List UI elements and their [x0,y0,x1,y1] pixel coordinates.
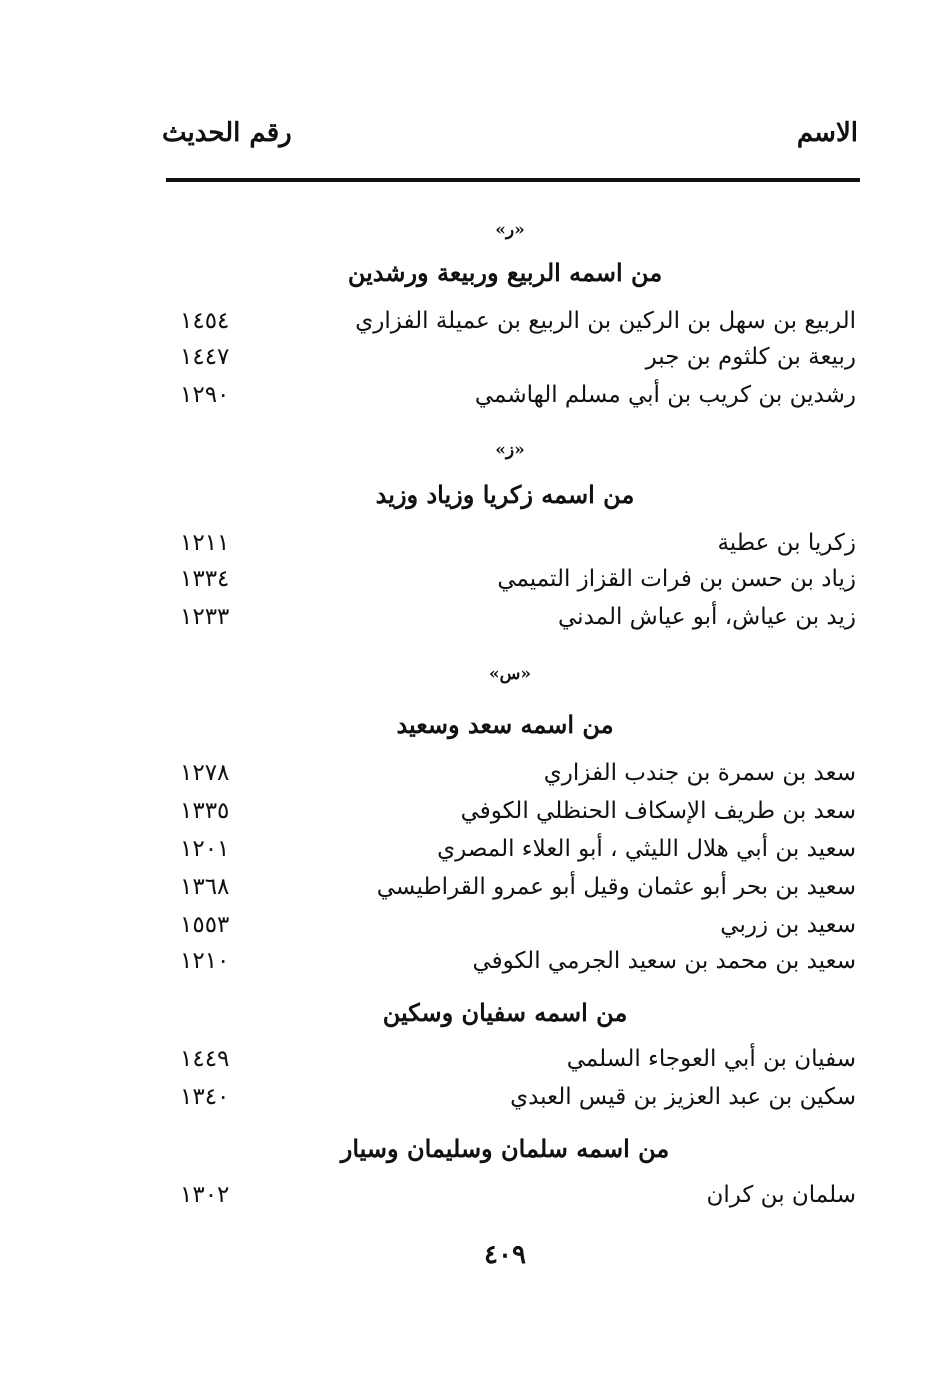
entry-name: سعد بن طريف الإسكاف الحنظلي الكوفي [460,798,856,824]
page-number: ٤٠٩ [484,1240,526,1270]
column-header-name: الاسم [796,118,858,148]
entry-number: ١٢٣٣ [180,604,230,630]
entry-number: ١٣٠٢ [180,1182,230,1208]
index-entry [0,344,938,380]
entry-number: ١٢٧٨ [180,760,230,786]
group-title: من اسمه سفيان وسكين [382,998,628,1027]
group-title: من اسمه سلمان وسليمان وسيار [340,1134,670,1163]
entry-number: ١٢١١ [180,530,230,556]
index-entry [0,836,938,872]
entry-name: ربيعة بن كلثوم بن جبر [645,344,856,370]
entry-name: زيد بن عياش، أبو عياش المدني [558,604,856,630]
entry-number: ١٢٩٠ [180,382,230,408]
index-entry [0,798,938,834]
section-letter-ra: «ر» [495,220,525,240]
index-entry [0,382,938,418]
index-entry [0,948,938,984]
entry-name: سفيان بن أبي العوجاء السلمي [566,1046,856,1072]
entry-name: زياد بن حسن بن فرات القزاز التميمي [497,566,856,592]
column-header-hadith-number: رقم الحديث [162,118,292,148]
entry-name: سعد بن سمرة بن جندب الفزاري [543,760,856,786]
entry-number: ١٣٣٥ [180,798,230,824]
entry-number: ١٤٥٤ [180,308,230,334]
entry-number: ١٤٤٧ [180,344,230,370]
section-letter-zay: «ز» [495,440,525,460]
entry-number: ١٤٤٩ [180,1046,230,1072]
entry-name: سكين بن عبد العزيز بن قيس العبدي [510,1084,856,1110]
index-entry [0,566,938,602]
entry-name: الربيع بن سهل بن الركين بن الربيع بن عميلة الفزاري [355,308,856,334]
entry-number: ١٣٦٨ [180,874,230,900]
index-entry [0,1046,938,1082]
index-entry [0,912,938,948]
entry-number: ١٣٣٤ [180,566,230,592]
index-entry [0,1084,938,1120]
section-letter-sin: «س» [488,664,531,684]
index-entry [0,530,938,566]
group-title: من اسمه زكريا وزياد وزيد [375,480,635,509]
index-entry [0,308,938,344]
entry-name: رشدين بن كريب بن أبي مسلم الهاشمي [474,382,856,408]
entry-name: زكريا بن عطية [717,530,856,556]
entry-number: ١٥٥٣ [180,912,230,938]
entry-name: سعيد بن أبي هلال الليثي ، أبو العلاء المصري [437,836,856,862]
entry-name: سعيد بن زربي [720,912,856,938]
index-entry [0,1182,938,1218]
header-rule [166,178,860,182]
entry-number: ١٢٠١ [180,836,230,862]
index-entry [0,604,938,640]
entry-name: سعيد بن محمد بن سعيد الجرمي الكوفي [472,948,856,974]
index-entry [0,874,938,910]
entry-number: ١٢١٠ [180,948,230,974]
entry-name: سعيد بن بحر أبو عثمان وقيل أبو عمرو القراطيسي [376,874,856,900]
group-title: من اسمه الربيع وربيعة ورشدين [347,258,663,287]
entry-number: ١٣٤٠ [180,1084,230,1110]
group-title: من اسمه سعد وسعيد [396,710,614,739]
index-entry [0,760,938,796]
entry-name: سلمان بن كران [706,1182,856,1208]
